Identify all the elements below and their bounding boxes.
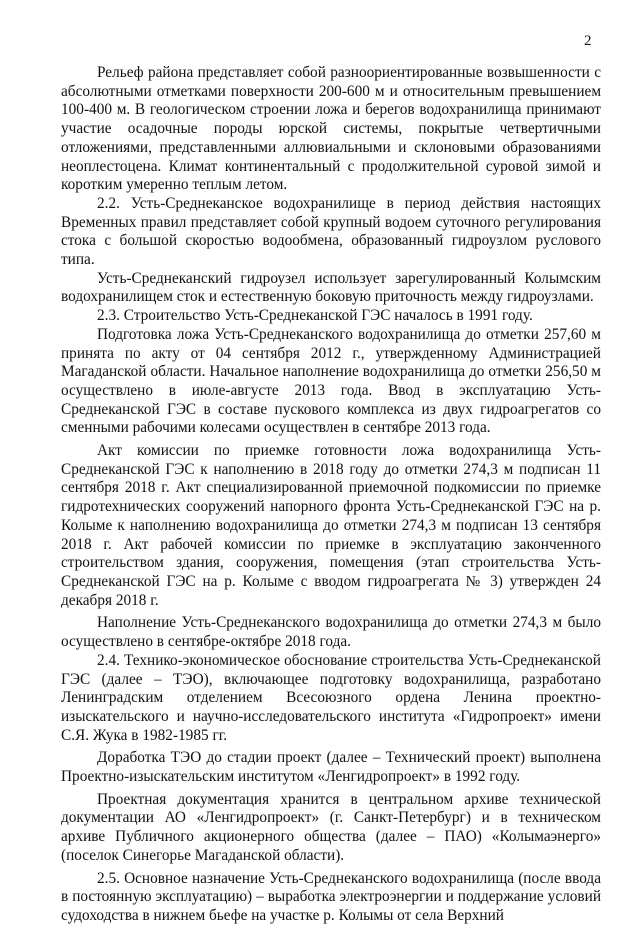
paragraph-relief: Рельеф района представляет собой разноориентированные возвышенности с абсолютными отметками поверхности 200-600 м и относительным превышением 100-400 м. В геологическом строении ложа и берегов водохранилища принимают участие осадочные породы юрской системы, покрытые четвертичными отложениями, представленными аллювиальными и склоновыми образованиями неоплестоцена. Климат континентальный с продолжительной суровой зимой и коротким умеренно теплым летом. bbox=[61, 64, 601, 194]
paragraph-2-5: 2.5. Основное назначение Усть-Среднеканского водохранилища (после ввода в постоянную эксплуатацию) – выработка электроэнергии и поддержание условий судоходства в нижнем бьефе на участке р. Колымы от села Верхний bbox=[61, 869, 601, 924]
paragraph-2-2: 2.2. Усть-Среднеканское водохранилище в период действия настоящих Временных правил представляет собой крупный водоем суточного регулирования стока с большой скоростью водообмена, образованный гидроузлом руслового типа. bbox=[61, 194, 601, 269]
paragraph-filling: Наполнение Усть-Среднеканского водохранилища до отметки 274,3 м было осуществлено в сентябре-октябре 2018 года. bbox=[61, 614, 601, 651]
paragraph-archive: Проектная документация хранится в центральном архиве технической документации АО «Ленгидропроект» (г. Санкт-Петербург) и в техническом архиве Публичного акционерного общества (далее – ПАО) «Колымаэнерго» (поселок Синегорье Магаданской области). bbox=[61, 790, 601, 864]
page-number: 2 bbox=[584, 33, 592, 49]
paragraph-hydro-node: Усть-Среднеканский гидроузел использует зарегулированный Колымским водохранилищем сток и естественную боковую приточность между гидроузлами. bbox=[61, 269, 601, 306]
paragraph-bed-preparation: Подготовка ложа Усть-Среднеканского водохранилища до отметки 257,60 м принята по акту от 04 сентября 2012 г., утвержденному Администрацией Магаданской области. Начальное наполнение водохранилища до отметки 256,50 м осуществлено в июле-августе 2013 года. Ввод в эксплуатацию Усть-Среднеканской ГЭС в составе пускового комплекса из двух гидроагрегатов со сменными рабочими колесами осуществлен в сентябре 2013 года. bbox=[61, 325, 601, 437]
paragraph-acts: Акт комиссии по приемке готовности ложа водохранилища Усть-Среднеканской ГЭС к наполнению в 2018 году до отметки 274,3 м подписан 11 сентября 2018 г. Акт специализированной приемочной подкомиссии по приемке гидротехнических сооружений напорного фронта Усть-Среднеканской ГЭС на р. Колыме к наполнению водохранилища до отметки 274,3 м подписан 13 сентября 2018 г. Акт рабочей комиссии по приемке в эксплуатацию законченного строительством здания, сооружения, помещения (этап строительства Усть-Среднеканской ГЭС на р. Колыме с вводом гидроагрегата № 3) утвержден 24 декабря 2018 г. bbox=[61, 442, 601, 609]
paragraph-technical-project: Доработка ТЭО до стадии проект (далее – Технический проект) выполнена Проектно-изыскательским институтом «Ленгидропроект» в 1992 году. bbox=[61, 749, 601, 786]
document-body bbox=[61, 64, 601, 926]
paragraph-2-3: 2.3. Строительство Усть-Среднеканской ГЭС началось в 1991 году. bbox=[97, 307, 533, 325]
paragraph-2-4: 2.4. Технико-экономическое обоснование строительства Усть-Среднеканской ГЭС (далее – ТЭО), включающее подготовку водохранилища, разработано Ленинградским отделением Всесоюзного ордена Ленина проектно-изыскательского и научно-исследовательского института «Гидропроект» имени С.Я. Жука в 1982-1985 гг. bbox=[61, 651, 601, 744]
